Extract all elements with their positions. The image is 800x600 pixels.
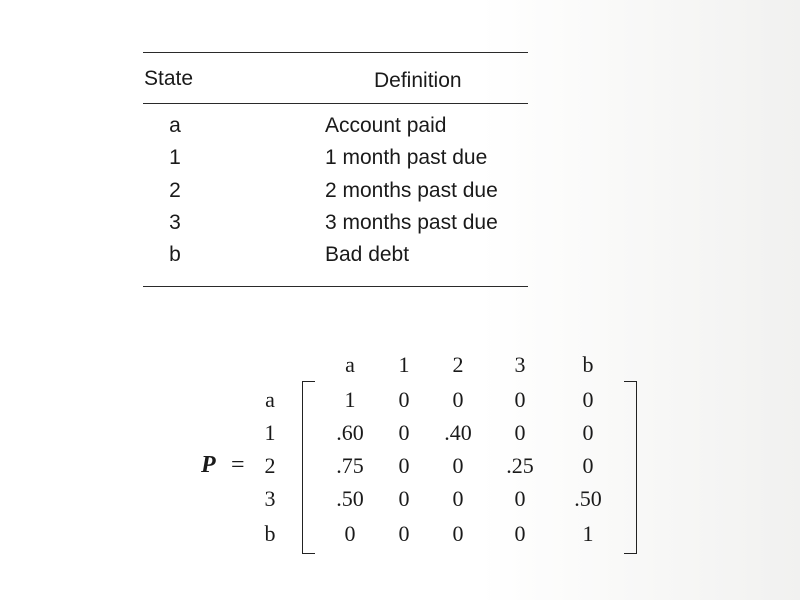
matrix-cell: 0 (344, 521, 356, 546)
state-cell: 2 (169, 179, 181, 202)
matrix-left-bracket (302, 381, 315, 554)
matrix-column-label: 1 (398, 352, 410, 377)
matrix-cell: 1 (344, 387, 356, 412)
matrix-row-label: 3 (264, 486, 276, 511)
matrix-cell: 0 (398, 453, 410, 478)
state-cell: 3 (169, 211, 181, 234)
matrix-cell: 0 (514, 486, 526, 511)
definition-cell: Account paid (325, 114, 447, 137)
matrix-row-label: 2 (264, 453, 276, 478)
matrix-column-label: 3 (514, 352, 526, 377)
matrix-cell: 0 (452, 453, 464, 478)
matrix-cell: .50 (336, 486, 364, 511)
matrix-row-label: a (265, 387, 275, 412)
matrix-cell: 0 (398, 486, 410, 511)
matrix-cell: .25 (506, 453, 534, 478)
header-state: State (144, 67, 194, 90)
matrix-cell: 0 (398, 387, 410, 412)
definition-cell: Bad debt (325, 243, 410, 266)
matrix-name: P (201, 452, 216, 478)
definition-cell: 1 month past due (325, 146, 488, 169)
header-definition: Definition (374, 69, 462, 92)
matrix-row-label: 1 (264, 420, 276, 445)
equals-sign: = (231, 452, 245, 478)
matrix-cell: 1 (582, 521, 594, 546)
matrix-cell: 0 (452, 521, 464, 546)
matrix-cell: 0 (452, 387, 464, 412)
matrix-cell: .40 (444, 420, 472, 445)
matrix-cell: 0 (398, 420, 410, 445)
matrix-cell: 0 (398, 521, 410, 546)
state-cell: b (169, 243, 181, 266)
matrix-cell: 0 (452, 486, 464, 511)
state-cell: 1 (169, 146, 181, 169)
matrix-cell: .50 (574, 486, 602, 511)
matrix-cell: 0 (582, 387, 594, 412)
matrix-column-label: a (345, 352, 355, 377)
matrix-cell: .75 (336, 453, 364, 478)
matrix-cell: 0 (514, 387, 526, 412)
state-cell: a (169, 114, 181, 137)
matrix-column-label: 2 (452, 352, 464, 377)
matrix-cell: 0 (582, 420, 594, 445)
definition-cell: 3 months past due (325, 211, 498, 234)
matrix-row-label: b (264, 521, 276, 546)
matrix-cell: 0 (514, 521, 526, 546)
matrix-cell: 0 (582, 453, 594, 478)
matrix-cell: .60 (336, 420, 364, 445)
matrix-cell: 0 (514, 420, 526, 445)
definition-cell: 2 months past due (325, 179, 498, 202)
matrix-column-label: b (582, 352, 594, 377)
matrix-right-bracket (624, 381, 637, 554)
